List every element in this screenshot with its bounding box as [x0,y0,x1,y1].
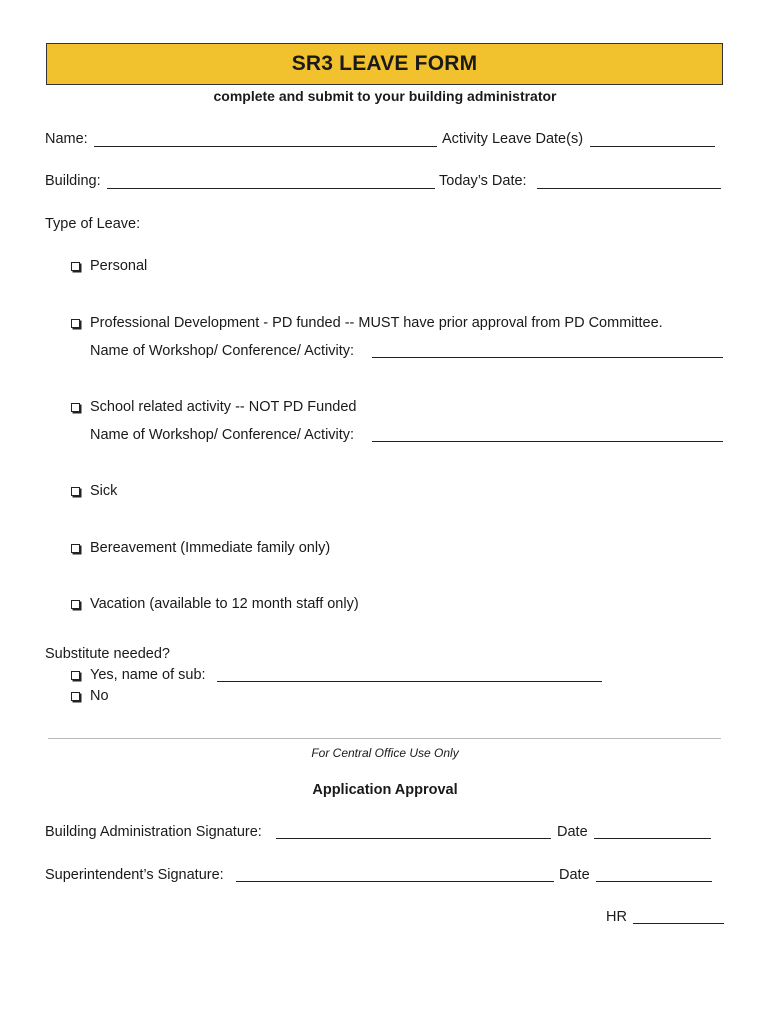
option-vacation[interactable] [71,596,359,612]
superintendent-signature-field[interactable] [236,881,554,882]
checkbox-icon[interactable] [71,600,80,609]
checkbox-icon[interactable] [71,319,80,328]
todays-date-field[interactable] [537,188,721,189]
school-workshop-label: Name of Workshop/ Conference/ Activity: [90,427,355,443]
checkbox-icon[interactable] [71,692,80,701]
hr-label: HR [606,909,627,925]
option-label: Bereavement (Immediate family only) [90,540,331,556]
option-label: Personal [90,258,148,274]
option-school-related-activity[interactable] [71,399,356,415]
substitute-yes-option[interactable] [71,667,206,683]
checkbox-icon[interactable] [71,403,80,412]
option-personal[interactable] [71,258,147,274]
form-title: SR3 LEAVE FORM [291,52,478,75]
pd-workshop-label: Name of Workshop/ Conference/ Activity: [90,343,355,359]
school-workshop-field[interactable] [372,441,723,442]
superintendent-date-label: Date [559,867,590,883]
form-subtitle: complete and submit to your building administrator [213,88,557,104]
checkbox-icon[interactable] [71,262,80,271]
name-label: Name: [45,131,88,147]
todays-date-label: Today’s Date: [439,173,527,189]
superintendent-signature-label: Superintendent’s Signature: [45,867,224,883]
option-label: Yes, name of sub: [90,667,206,683]
building-label: Building: [45,173,101,189]
building-admin-date-field[interactable] [594,838,711,839]
building-admin-signature-label: Building Administration Signature: [45,824,262,840]
title-banner [46,43,723,85]
hr-field[interactable] [633,923,724,924]
substitute-no-option[interactable] [71,688,109,704]
central-office-note: For Central Office Use Only [311,746,459,760]
approval-heading: Application Approval [312,782,458,798]
checkbox-icon[interactable] [71,544,80,553]
substitute-question: Substitute needed? [45,646,170,662]
substitute-name-field[interactable] [217,681,602,682]
building-admin-date-label: Date [557,824,588,840]
option-professional-development[interactable] [71,315,663,331]
pd-workshop-field[interactable] [372,357,723,358]
building-field[interactable] [107,188,435,189]
type-of-leave-label: Type of Leave: [45,216,141,232]
option-sick[interactable] [71,483,117,499]
divider [48,738,721,739]
activity-leave-dates-label: Activity Leave Date(s) [442,131,584,147]
option-label: School related activity -- NOT PD Funded [90,399,357,415]
name-field[interactable] [94,146,437,147]
option-label: Vacation (available to 12 month staff only) [90,596,359,612]
superintendent-date-field[interactable] [596,881,712,882]
option-bereavement[interactable] [71,540,330,556]
checkbox-icon[interactable] [71,671,80,680]
activity-leave-dates-field[interactable] [590,146,715,147]
checkbox-icon[interactable] [71,487,80,496]
option-label: Sick [90,483,118,499]
building-admin-signature-field[interactable] [276,838,551,839]
option-label: No [90,688,109,704]
option-label: Professional Development - PD funded -- MUST have prior approval from PD Committee. [90,315,663,331]
